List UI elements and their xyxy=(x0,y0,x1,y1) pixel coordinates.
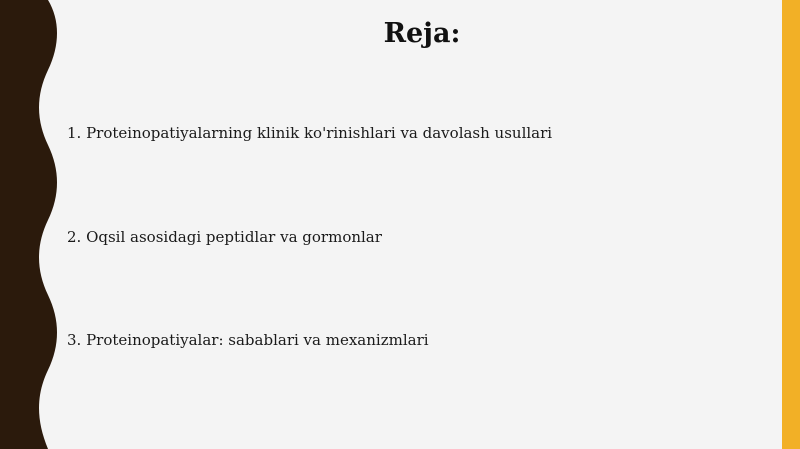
slide-title: Reja: xyxy=(383,18,461,49)
plan-item-3: 3. Proteinopatiyalar: sabablari va mexanizmlari xyxy=(67,331,429,349)
plan-item-2: 2. Oqsil asosidagi peptidlar va gormonlar xyxy=(67,228,382,246)
wave-shape xyxy=(0,0,57,449)
plan-item-1: 1. Proteinopatiyalarning klinik ko'rinishlari va davolash usullari xyxy=(67,124,553,142)
decorative-wave-band xyxy=(0,0,62,449)
accent-bar xyxy=(782,0,800,449)
